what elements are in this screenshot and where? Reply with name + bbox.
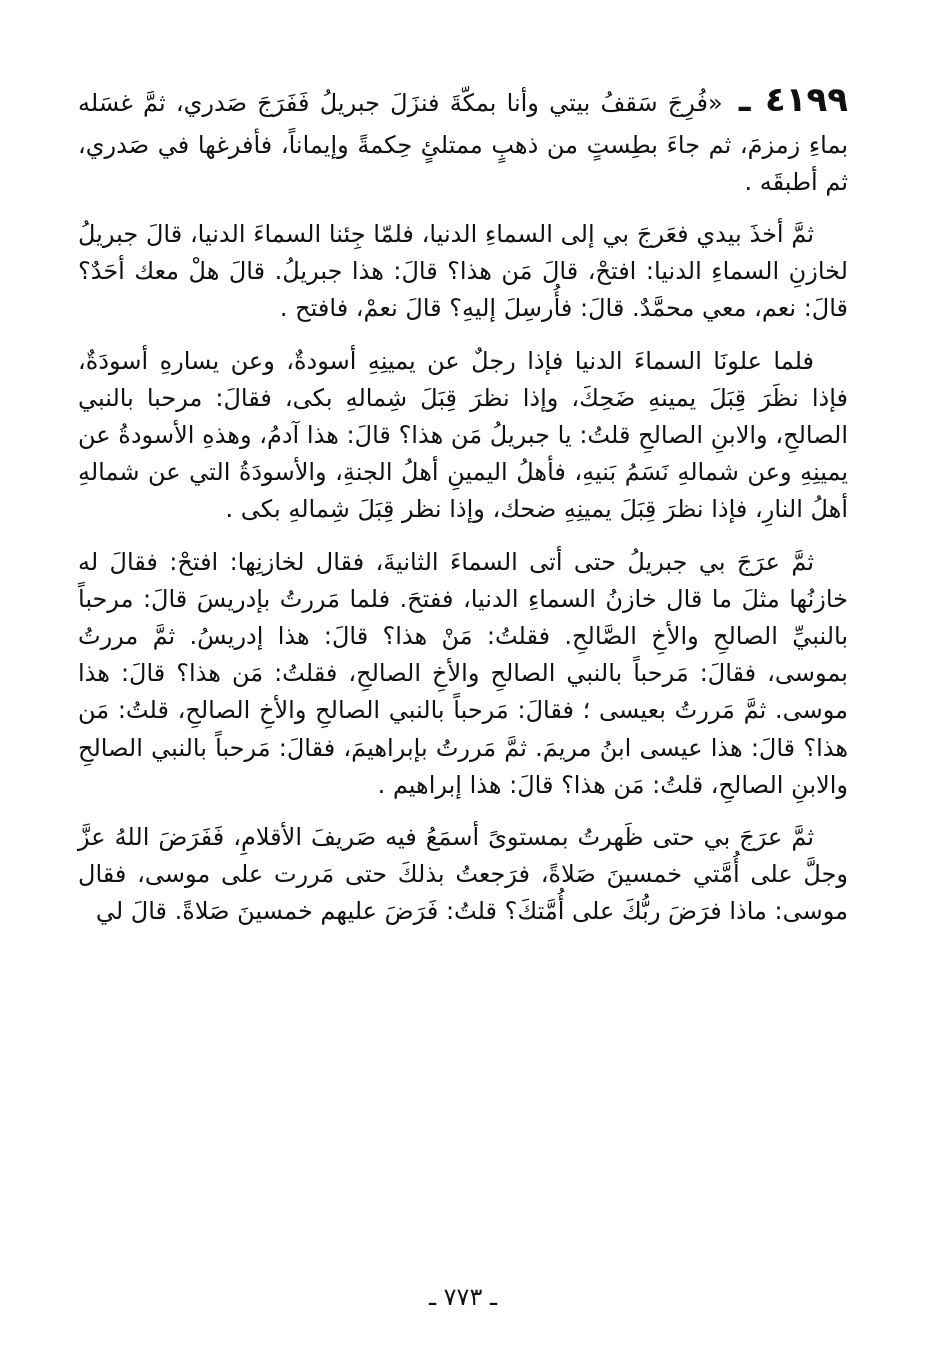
hadith-number: ٤١٩٩ ـ (738, 80, 848, 120)
page-number: ـ ٧٧٣ ـ (428, 1283, 497, 1311)
hadith-paragraph-4: ثمَّ عرَجَ بي جبريلُ حتى أتى السماءَ الثانيةَ، فقال لخازنِها: افتحْ: فقالَ له خازنُها مثلَ ما قال خازنُ السماءِ الدنيا، ففتحَ. فلما مَررتُ بإدريسَ قالَ: مرحباً بالنبيِّ الصالحِ والأخِ الصَّالحِ. فقلتُ: مَنْ هذا؟ قالَ: هذا إدريسُ. ثمَّ مررتُ بموسى، فقالَ: مَرحباً بالنبي الصالحِ والأخِ الصالحِ، فقلتُ: مَن هذا؟ قالَ: هذا موسى. ثمَّ مَررتُ بعيسى ؛ فقالَ: مَرحباً بالنبي الصالحِ والأخِ الصالحِ، قلتُ: مَن هذا؟ قالَ: هذا عيسى ابنُ مريمَ. ثمَّ مَررتُ بإبراهيمَ، فقالَ: مَرحباً بالنبي الصالحِ والابنِ الصالحِ، قلتُ: مَن هذا؟ قالَ: هذا إبراهيم . (78, 547, 848, 799)
hadith-paragraph-3: فلما علونَا السماءَ الدنيا فإذا رجلٌ عن يمينِهِ أسودةٌ، وعن يسارهِ أسودَةٌ، فإذا نظَرَ قِبَلَ يمينهِ ضَحِكَ، وإذا نظرَ قِبَلَ شِمالهِ بكى، فقالَ: مرحبا بالنبي الصالحِ، والابنِ الصالحِ قلتُ: يا جبريلُ مَن هذا؟ قالَ: هذا آدمُ، وهذهِ الأسودةُ عن يمينِهِ وعن شمالهِ نَسَمُ بَنيهِ، فأهلُ اليمينِ أهلُ الجنةِ، والأسودَةُ التي عن شمالهِ أهلُ النارِ، فإذا نظرَ قِبَلَ يمينِهِ ضحك، وإذا نظر قِبَلَ شِمالهِ بكى . (78, 346, 848, 524)
hadith-paragraph-5: ثمَّ عرَجَ بي حتى ظَهرتُ بمستوىً أسمَعُ فيه صَريفَ الأقلامِ، فَفَرَضَ اللهُ عزَّ وجلَّ على أُمَّتي خمسينَ صَلاةً، فرَجعتُ بذلكَ حتى مَررت على موسى، فقال موسى: ماذا فرَضَ ربُّكَ على أُمَّتكَ؟ قلتُ: فَرَضَ عليهم خمسينَ صَلاةً. قالَ لي (78, 822, 848, 926)
page-text (78, 74, 848, 945)
hadith-paragraph-1 (78, 74, 848, 201)
hadith-paragraph-2: ثمَّ أخذَ بيدي فعَرجَ بي إلى السماءِ الدنيا، فلمّا جِئنا السماءَ الدنيا، قالَ جبريلُ لخازنِ السماءِ الدنيا: افتحْ، قالَ مَن هذا؟ قالَ: هذا جبريلُ. قالَ هلْ معك أحَدٌ؟ قالَ: نعم، معي محمَّدٌ. قالَ: فأُرسِلَ إليهِ؟ قالَ نعمْ، فافتح . (78, 220, 848, 323)
paragraph-text: «فُرِجَ سَقفُ بيتي وأنا بمكّةَ فنزَلَ جبريلُ فَفَرَجَ صَدري، ثمَّ غسَله بماءِ زمزمَ، ثم جاءَ بطِستٍ من ذهبٍ ممتلئٍ حِكمةً وإيماناً، فأفرغها في صَدري، ثم أطبقَه . (78, 89, 848, 196)
